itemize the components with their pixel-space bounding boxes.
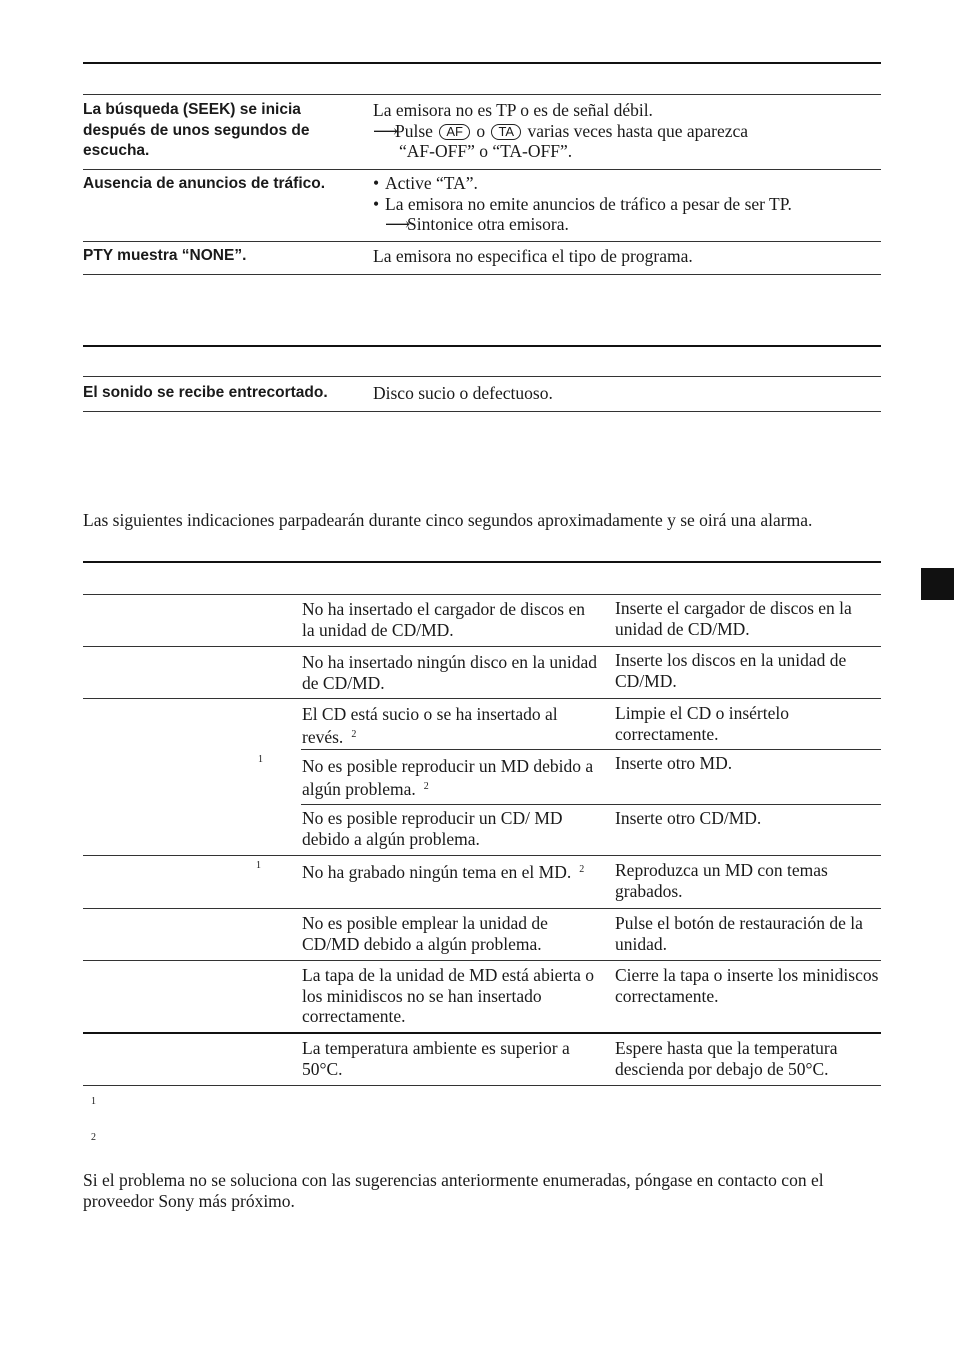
table-rule (83, 94, 881, 95)
table-rule (83, 960, 881, 961)
footnote-ref: 1 (258, 754, 263, 765)
table-rule (83, 241, 881, 242)
cause-cell: La tapa de la unidad de MD está abierta o los minidiscos no se han insertado correctamente. (302, 965, 595, 1026)
table-rule (83, 376, 881, 377)
remedy-cell: Pulse el botón de restauración de la unidad. (615, 913, 863, 954)
cause-cell: El CD está sucio o se ha insertado al revés. $^2$ (302, 704, 558, 747)
bullet-icon: • (373, 193, 380, 214)
cause-pty: La emisora no especifica el tipo de programa. (373, 246, 693, 266)
table-rule (83, 169, 881, 170)
solution-traffic (373, 173, 873, 235)
bullet-icon: • (373, 173, 380, 193)
table-rule (83, 1032, 881, 1034)
cause-cell: No ha grabado ningún tema en el MD. $^2$ (302, 862, 585, 882)
table-rule (83, 908, 881, 909)
footnote-ref: 1 (256, 860, 261, 871)
table-rule (83, 646, 881, 647)
section-rule-top (83, 62, 881, 64)
remedy-cell: Inserte el cargador de discos en la unidad de CD/MD. (615, 598, 852, 639)
problem-sound: El sonido se recibe entrecortado. (83, 384, 328, 401)
ta-key: TA (491, 124, 521, 140)
cause-cell: No es posible emplear la unidad de CD/MD debido a algún problema. (302, 913, 548, 954)
section-rule-top (83, 561, 881, 563)
table-rule (83, 698, 881, 699)
af-key: AF (439, 124, 470, 140)
bullet-item: • Active “TA”. (373, 173, 478, 193)
remedy-cell: Espere hasta que la temperatura descienda por debajo de 50°C. (615, 1038, 838, 1079)
remedy-cell: Limpie el CD o insértelo correctamente. (615, 703, 789, 744)
remedy-line: ⟶Pulse AF o TA varias veces hasta que aparezca (373, 120, 749, 141)
remedy-cell: Cierre la tapa o inserte los minidiscos correctamente. (615, 965, 879, 1006)
remedy-cell: Inserte los discos en la unidad de CD/MD. (615, 650, 847, 691)
solution-seek (373, 100, 873, 162)
footnote-ref: 2 (351, 728, 357, 740)
page-tab-marker (921, 568, 954, 600)
closing-paragraph: Si el problema no se soluciona con las sugerencias anteriormente enumeradas, póngase en contacto con el proveedor Sony más próximo. (83, 1170, 824, 1211)
arrow-right-icon: ⟶ (385, 214, 411, 234)
cause-cell: No es posible reproducir un CD/ MD debido a algún problema. (302, 808, 563, 849)
footnote-mark: 2 (91, 1132, 96, 1143)
table-rule (83, 274, 881, 275)
footnote-ref: 2 (423, 780, 429, 792)
cause-cell: La temperatura ambiente es superior a 50°C. (302, 1038, 570, 1079)
bullet-item: • La emisora no emite anuncios de tráfico a pesar de ser TP. (373, 193, 792, 214)
table-rule (83, 594, 881, 595)
table-rule (83, 411, 881, 412)
table-rule (301, 804, 881, 805)
cause-text: La emisora no es TP o es de señal débil. (373, 100, 653, 120)
table-rule (301, 749, 881, 750)
intro-paragraph: Las siguientes indicaciones parpadearán durante cinco segundos aproximadamente y se oirá una alarma. (83, 510, 813, 530)
footnote-ref: 2 (579, 864, 585, 875)
cause-cell: No ha insertado ningún disco en la unidad de CD/MD. (302, 652, 598, 693)
section-rule-top (83, 345, 881, 347)
problem-pty: PTY muestra “NONE”. (83, 247, 247, 264)
cause-cell: No ha insertado el cargador de discos en la unidad de CD/MD. (302, 599, 585, 640)
remedy-cell: Inserte otro MD. (615, 753, 733, 773)
cause-sound: Disco sucio o defectuoso. (373, 383, 553, 403)
arrow-right-icon: ⟶ (373, 120, 399, 141)
problem-traffic: Ausencia de anuncios de tráfico. (83, 175, 326, 192)
remedy-line-2: “AF-OFF” o “TA-OFF”. (399, 141, 573, 161)
table-rule (83, 855, 881, 856)
cause-cell: No es posible reproducir un MD debido a algún problema. $^2$ (302, 756, 594, 799)
problem-seek: La búsqueda (SEEK) se inicia después de unos segundos de escucha. (83, 101, 310, 159)
remedy-cell: Reproduzca un MD con temas grabados. (615, 860, 828, 901)
footnote-mark: 1 (91, 1096, 96, 1107)
remedy-line: ⟶Sintonice otra emisora. (385, 214, 569, 234)
table-rule (83, 1085, 881, 1086)
remedy-cell: Inserte otro CD/MD. (615, 808, 762, 828)
